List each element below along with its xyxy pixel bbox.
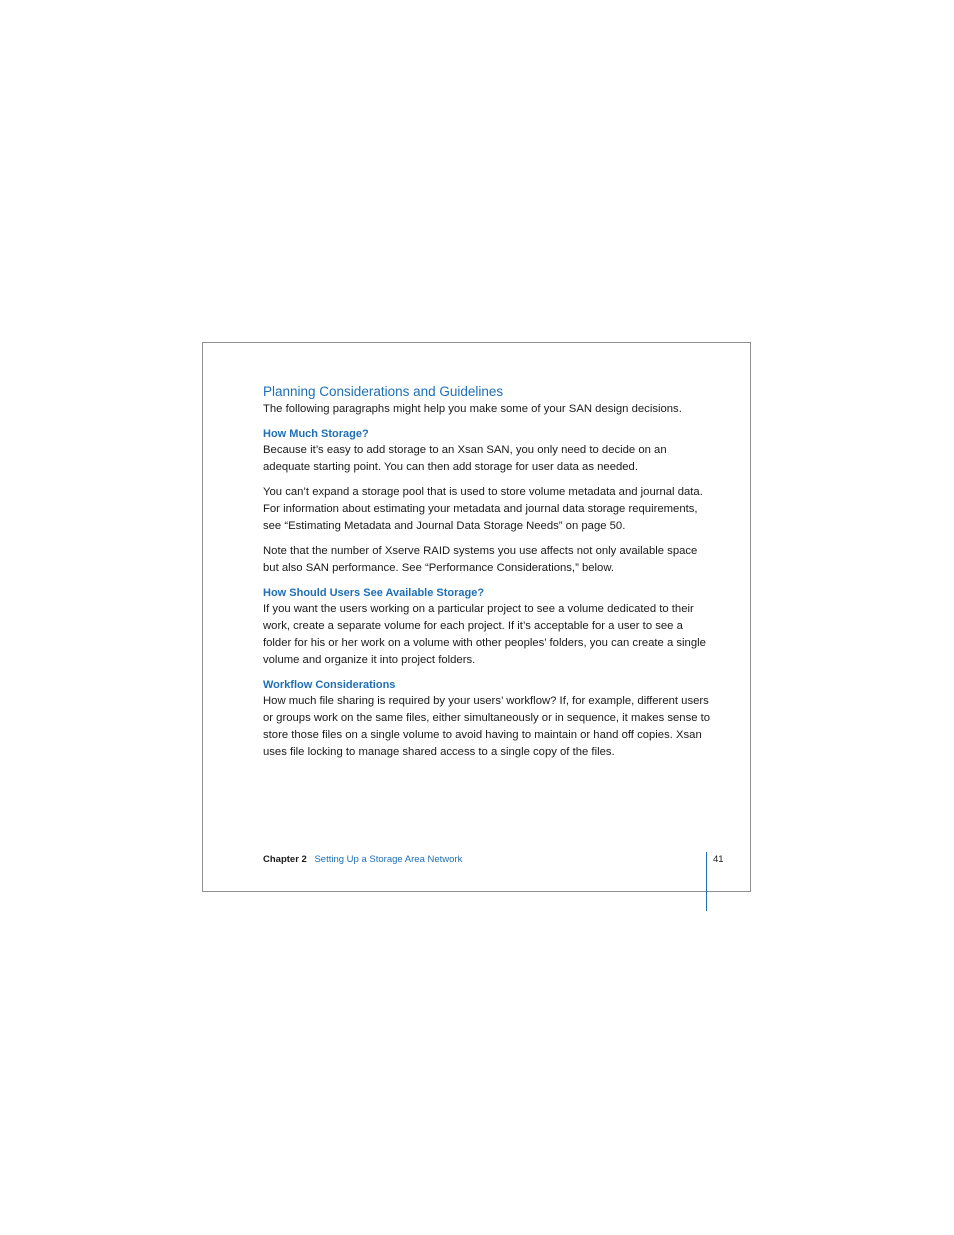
paragraph: Because it’s easy to add storage to an Xsan SAN, you only need to decide on an adequate starting point. You can then add storage for user data as needed. [263, 444, 667, 473]
page-number: 41 [713, 854, 724, 865]
subsection-heading-workflow: Workflow Considerations [263, 679, 396, 691]
subsection-heading-storage: How Much Storage? [263, 428, 369, 440]
page-footer [263, 853, 462, 867]
paragraph: Note that the number of Xserve RAID systems you use affects not only available space but also SAN performance. See “Performance Considerations,” below. [263, 545, 698, 574]
footer-chapter-label: Chapter 2 [263, 854, 307, 865]
paragraph: How much file sharing is required by your users’ workflow? If, for example, different users or groups work on the same files, either simultaneously or in sequence, it makes sense to store those files on a single volume to avoid having to maintain or hand off copies. Xsan uses file locking to manage shared access to a single copy of the files. [263, 695, 711, 758]
page-content [263, 383, 713, 761]
section-intro: The following paragraphs might help you make some of your SAN design decisions. [263, 403, 682, 415]
footer-chapter-title: Setting Up a Storage Area Network [314, 854, 463, 865]
subsection-heading-users: How Should Users See Available Storage? [263, 587, 485, 599]
section-title: Planning Considerations and Guidelines [263, 384, 504, 399]
page-number-rule [706, 852, 707, 911]
paragraph: You can’t expand a storage pool that is used to store volume metadata and journal data. For information about estimating your metadata and journal data storage requirements, see “Estimating Metadata and Journal Data Storage Needs” on page 50. [263, 486, 703, 532]
paragraph: If you want the users working on a particular project to see a volume dedicated to their work, create a separate volume for each project. If it’s acceptable for a user to see a folder for his or her work on a volume with other peoples’ folders, you can create a single volume and organize it into project folders. [263, 603, 706, 666]
